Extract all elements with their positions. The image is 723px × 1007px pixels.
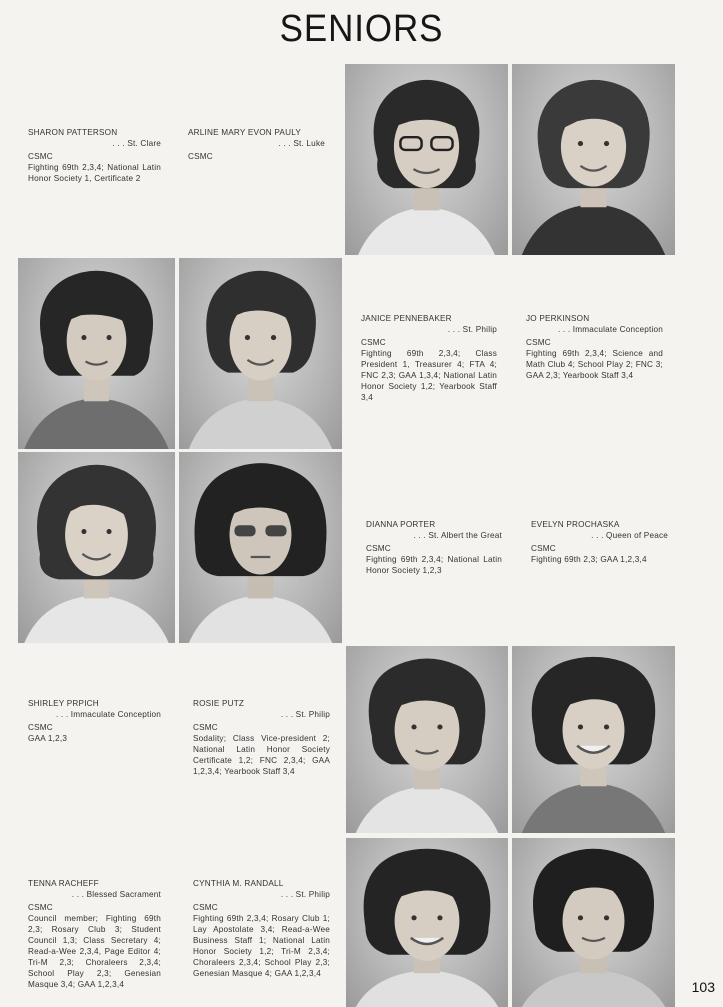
senior-bio (531, 519, 668, 565)
senior-portrait-photo (512, 646, 675, 833)
portrait-silhouette-icon (18, 452, 175, 643)
senior-portrait-photo (179, 452, 342, 643)
senior-portrait-photo (346, 646, 508, 833)
senior-portrait-photo (18, 452, 175, 643)
portrait-silhouette-icon (512, 646, 675, 833)
page-title: SENIORS (279, 8, 444, 50)
portrait-silhouette-icon (18, 258, 175, 449)
portrait-silhouette-icon (512, 64, 675, 255)
senior-name: SHIRLEY PRPICH (28, 699, 99, 708)
senior-parish: . . . Immaculate Conception (557, 325, 663, 334)
senior-bio (361, 313, 497, 403)
senior-name: ARLINE MARY EVON PAULY (188, 128, 301, 137)
senior-bio (28, 127, 161, 184)
senior-school: CSMC (28, 723, 53, 732)
senior-name: TENNA RACHEFF (28, 879, 99, 888)
senior-school: CSMC (526, 338, 551, 347)
portrait-silhouette-icon (346, 646, 508, 833)
senior-school: CSMC (28, 903, 53, 912)
senior-name: ROSIE PUTZ (193, 699, 245, 708)
senior-activities: GAA 1,2,3 (28, 734, 68, 743)
senior-parish: . . . St. Philip (280, 890, 330, 899)
senior-name: EVELYN PROCHASKA (531, 520, 620, 529)
senior-parish: . . . St. Philip (280, 710, 330, 719)
senior-name: JANICE PENNEBAKER (361, 314, 452, 323)
senior-activities: Fighting 69th 2,3,4; Rosary Club 1; Lay Apostolate 3,4; Read-a-Wee Business Staff 1; National Latin Honor Society 1,2; Tri-M 2,3,4; Choraleers 2,3,4; School Play 2,3; Genesian Masque 4; GAA 1,2,3,4 (193, 914, 330, 978)
senior-portrait-photo (345, 64, 508, 255)
senior-parish: . . . Immaculate Conception (55, 710, 161, 719)
senior-portrait-photo (512, 64, 675, 255)
portrait-silhouette-icon (179, 258, 342, 449)
senior-parish: . . . Blessed Sacrament (71, 890, 161, 899)
senior-activities: Fighting 69th 2,3,4; National Latin Honor Society 1, Certificate 2 (28, 163, 161, 183)
portrait-silhouette-icon (346, 838, 508, 1007)
senior-bio (366, 519, 502, 576)
senior-school: CSMC (28, 152, 53, 161)
senior-name: CYNTHIA M. RANDALL (193, 879, 284, 888)
senior-school: CSMC (193, 723, 218, 732)
senior-name: JO PERKINSON (526, 314, 590, 323)
senior-activities: Fighting 69th 2,3,4; Science and Math Club 4; School Play 2; FNC 3; GAA 2,3; Yearbook Staff 3,4 (526, 349, 663, 380)
senior-bio (28, 878, 161, 990)
senior-activities: Sodality; Class Vice-president 2; National Latin Honor Society Certificate 1,2; FNC 2,3,4; GAA 1,2,3,4; Yearbook Staff 3,4 (193, 734, 330, 776)
portrait-silhouette-icon (345, 64, 508, 255)
senior-portrait-photo (18, 258, 175, 449)
senior-school: CSMC (531, 544, 556, 553)
senior-school: CSMC (361, 338, 386, 347)
senior-school: CSMC (193, 903, 218, 912)
senior-bio (193, 878, 330, 979)
senior-parish: . . . St. Clare (112, 139, 161, 148)
senior-activities: Fighting 69th 2,3,4; National Latin Honor Society 1,2,3 (366, 555, 502, 575)
portrait-silhouette-icon (512, 838, 675, 1007)
senior-parish: . . . St. Albert the Great (413, 531, 502, 540)
senior-portrait-photo (179, 258, 342, 449)
portrait-silhouette-icon (179, 452, 342, 643)
senior-name: SHARON PATTERSON (28, 128, 118, 137)
senior-parish: . . . St. Philip (447, 325, 497, 334)
senior-activities: Fighting 69th 2,3,4; Class President 1, Treasurer 4; FTA 4; FNC 2,3; GAA 1,3,4; National Latin Honor Society 1,2; Yearbook Staff 3,4 (361, 349, 497, 402)
senior-bio (526, 313, 663, 381)
senior-bio (188, 127, 325, 162)
page-number: 103 (691, 979, 715, 995)
senior-school: CSMC (366, 544, 391, 553)
senior-parish: . . . Queen of Peace (591, 531, 668, 540)
senior-bio (193, 698, 330, 777)
senior-bio (28, 698, 161, 744)
senior-activities: Council member; Fighting 69th 2,3; Rosary Club 3; Student Council 1,3; Class Secretary 4; Read-a-Wee 2,3,4, Page Editor 4; Tri-M 2,3; Choraleers 2,3,4; School Play 2,3; Genesian Masque 3,4; GAA 1,2,3,4 (28, 914, 161, 989)
senior-name: DIANNA PORTER (366, 520, 436, 529)
senior-school: CSMC (188, 152, 213, 161)
senior-portrait-photo (512, 838, 675, 1007)
senior-portrait-photo (346, 838, 508, 1007)
senior-parish: . . . St. Luke (278, 139, 325, 148)
senior-activities: Fighting 69th 2,3; GAA 1,2,3,4 (531, 555, 647, 564)
